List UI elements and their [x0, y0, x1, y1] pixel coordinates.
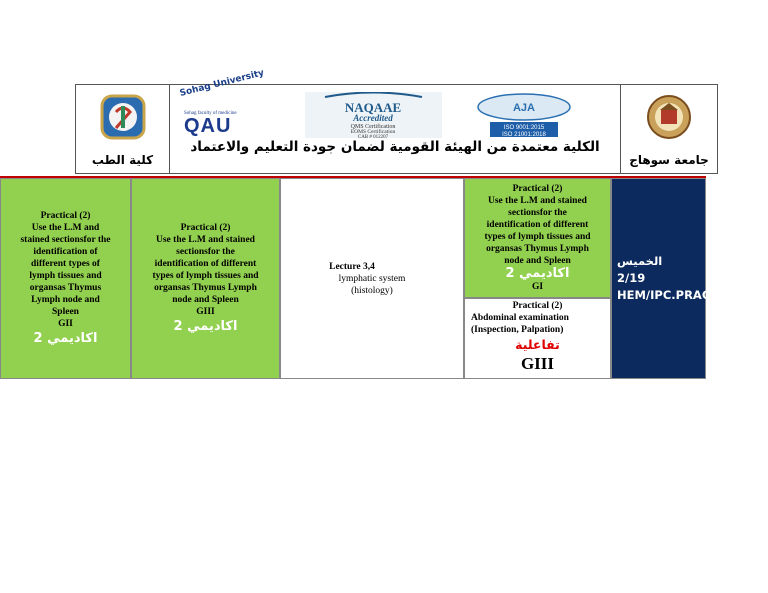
academic-label-ar: اكاديمي 2 [173, 318, 238, 334]
slot-practical-gi [464, 178, 611, 298]
day-module: HEM/IPC.PRAC [617, 288, 711, 302]
slot-line: sectionsfor the [508, 208, 567, 218]
slot-group: GIII [520, 354, 555, 373]
slot-line: sectionsfor the [176, 246, 235, 257]
svg-text:EOMS Certification: EOMS Certification [350, 129, 396, 135]
slot-practical-abdominal [464, 298, 611, 379]
slot-group: GI [531, 282, 544, 292]
faculty-medicine-emblem-icon [92, 94, 154, 140]
svg-text:ISO 9001:2015: ISO 9001:2015 [503, 125, 545, 131]
logo-university-name: Sohag University [178, 68, 266, 99]
interactive-label-ar: تفاعلية [515, 337, 560, 352]
slot-line: types of lymph tissues and [152, 270, 259, 281]
slot-practical-giii [131, 178, 280, 379]
day-cell [611, 178, 711, 379]
svg-text:NAQAAE: NAQAAE [344, 100, 402, 115]
slot-line: types of lymph tissues and [484, 232, 591, 242]
slot-line: Abdominal examination [471, 313, 569, 323]
center-banner [170, 68, 620, 173]
lecture-topic: lymphatic system [338, 273, 406, 284]
slot-text [484, 183, 590, 267]
slot-line: node and Spleen [504, 256, 571, 266]
logo-subtitle: Sohag faculty of medicine [184, 111, 237, 116]
schedule-row [0, 176, 711, 379]
slot-line: node and Spleen [172, 294, 239, 305]
slot-line: organsas Thymus Lymph [154, 282, 257, 293]
naqaae-accreditation-logo-icon [305, 92, 442, 138]
sohag-university-emblem-icon [638, 94, 700, 140]
slot-group: GIII [196, 306, 215, 317]
academic-label-ar: اكاديمي 2 [33, 330, 98, 346]
slot-lecture [280, 178, 464, 379]
slot-line: Use the L.M and [31, 222, 100, 233]
slot-line: different types of [31, 258, 100, 269]
svg-text:AJA: AJA [512, 102, 536, 114]
slot-line: Use the L.M and stained [156, 234, 255, 245]
slot-line: Lymph node and [31, 294, 100, 305]
slot-line: Use the L.M and stained [488, 196, 587, 206]
university-logo-cell [620, 85, 717, 173]
accreditation-statement: الكلية معتمدة من الهيئة القومية لضمان جودة التعليم والاعتماد [190, 139, 600, 155]
slot-line: lymph tissues and [29, 270, 102, 281]
academic-label-ar: اكاديمي 2 [505, 266, 570, 281]
faculty-logo-cell [76, 85, 170, 173]
qau-logo: QAU [184, 115, 232, 137]
day-name-ar: الخميس [617, 254, 663, 268]
slot-line: identification of different [486, 220, 589, 230]
faculty-name-ar: كلية الطب [91, 153, 154, 167]
slot-title: Practical (2) [180, 222, 231, 233]
slot-group: GII [58, 318, 73, 329]
slot-line: identification of [33, 246, 98, 257]
slot-text [20, 210, 110, 330]
svg-text:Accredited: Accredited [353, 113, 393, 123]
slot-line: stained sectionsfor the [20, 234, 111, 245]
slot-practical-gii [0, 178, 131, 379]
lecture-title: Lecture 3,4 [329, 261, 375, 272]
slot-line: organsas Thymus Lymph [486, 244, 589, 254]
slot-line: organsas Thymus [29, 282, 102, 293]
slot-text [152, 222, 258, 318]
slot-title: Practical (2) [512, 184, 563, 194]
certification-logos [305, 92, 580, 138]
slot-line: Spleen [52, 306, 79, 317]
svg-text:QMS Certification: QMS Certification [350, 124, 396, 130]
header-banner [75, 68, 718, 174]
aja-iso-logo-icon [468, 92, 580, 138]
svg-text:CAB # 012207: CAB # 012207 [357, 135, 389, 138]
slot-title: Practical (2) [512, 301, 563, 311]
slot-line: (Inspection, Palpation) [471, 325, 564, 335]
day-date: 2/19 [617, 271, 646, 285]
slot-title: Practical (2) [40, 210, 91, 221]
svg-text:ISO 21001:2018: ISO 21001:2018 [502, 132, 546, 138]
slot-line: identification of different [154, 258, 257, 269]
lecture-subject: (histology) [351, 285, 393, 296]
university-name-ar: جامعة سوهاج [629, 153, 709, 167]
